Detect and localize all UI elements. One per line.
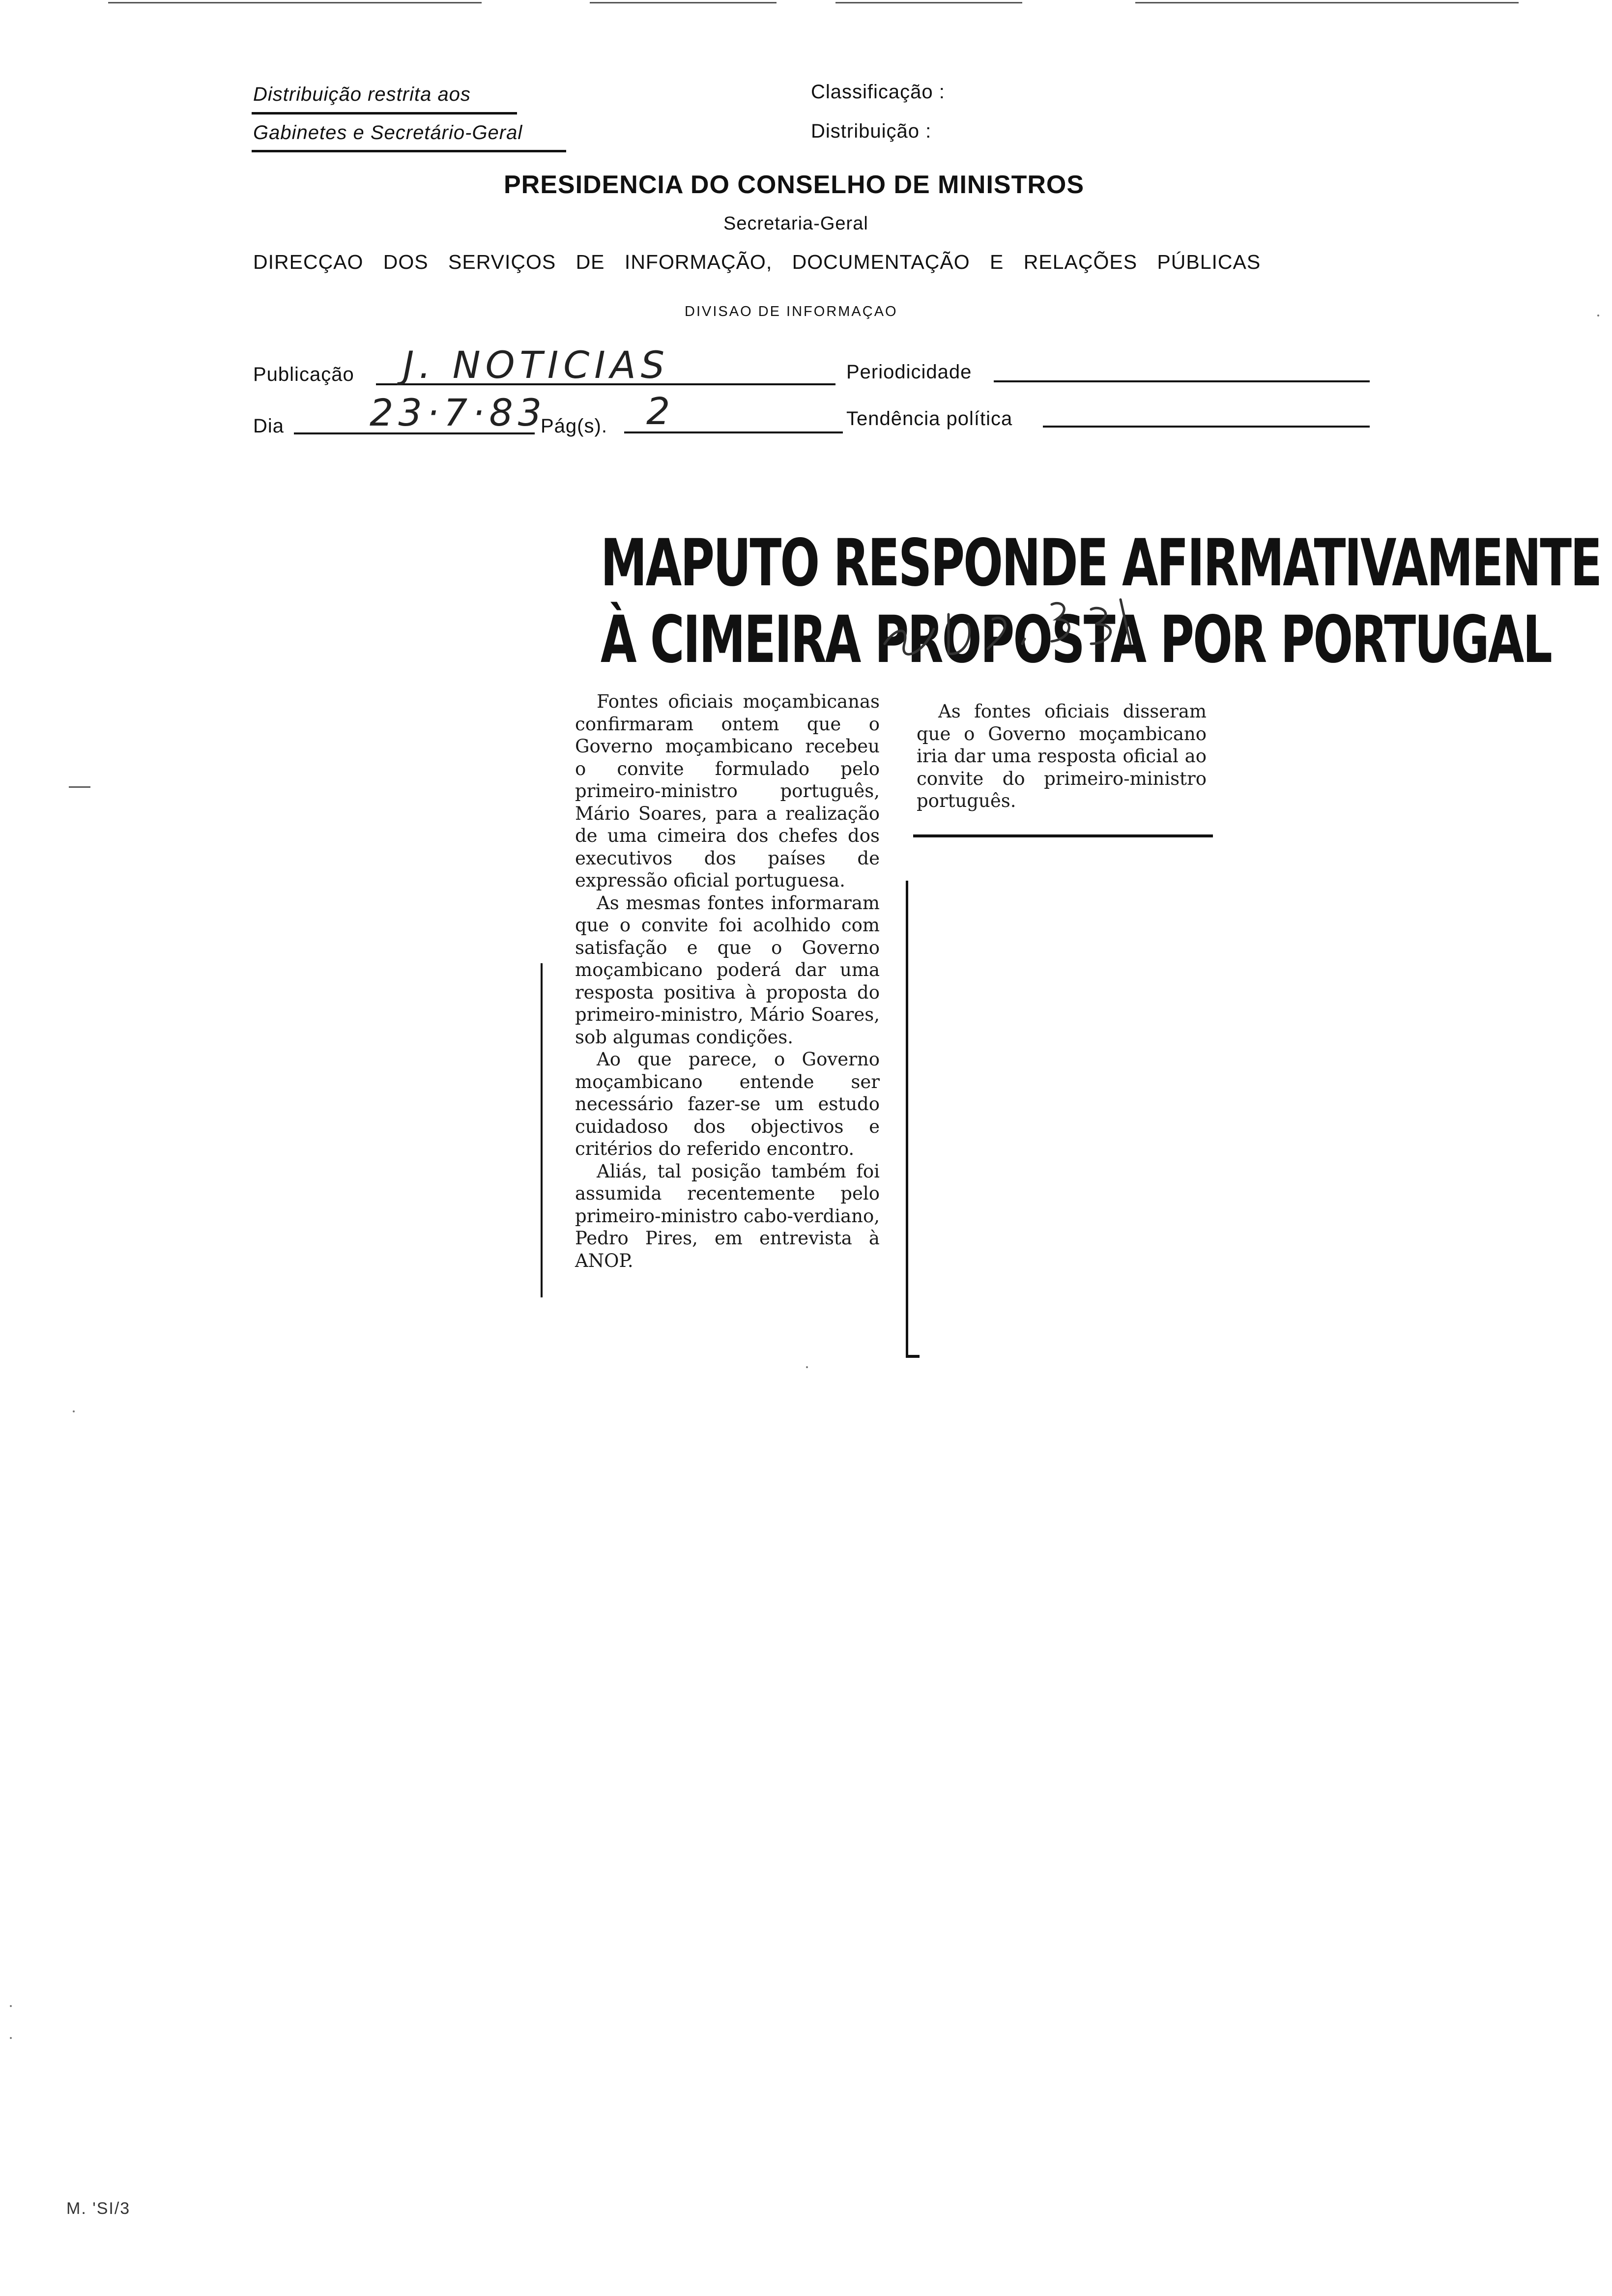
article-paragraph: As fontes oficiais disseram que o Governo moçambicano iria dar uma resposta oficial ao convite do primeiro-ministro português. [917,701,1207,811]
office-title: PRESIDENCIA DO CONSELHO DE MINISTROS [504,171,1085,199]
tendency-line [1043,426,1370,428]
publication-label: Publicação [253,364,354,385]
directorate-title: DIRECÇAO DOS SERVIÇOS DE INFORMAÇÃO, DOCUMENTAÇÃO E RELAÇÕES PÚBLICAS [253,251,1261,273]
distribution-restriction-line1: Distribuição restrita aos [253,84,471,105]
distribution-underline [252,150,566,152]
clipping-left-edge [541,963,543,1297]
distribution-label: Distribuição : [811,120,932,142]
scan-speck [73,1410,75,1412]
pages-label: Pág(s). [541,415,607,437]
article-headline-line1: MAPUTO RESPONDE AFIRMATIVAMENTE [601,525,1601,601]
distribution-underline [252,112,517,115]
scan-artifact-line [1135,2,1519,3]
column-end-rule [913,834,1213,837]
periodicity-label: Periodicidade [846,361,972,383]
margin-mark [69,786,90,788]
column-separator-foot [906,1355,920,1358]
article-paragraph: Fontes oficiais moçambicanas confirmaram ontem que o Governo moçambicano recebeu o convite formulado pelo primeiro-ministro português, Mário Soares, para a realização de uma cimeira dos chefes dos executivos dos países de expressão oficial portuguesa. [575,691,880,891]
division-title: DIVISAO DE INFORMAÇAO [685,304,898,319]
publication-value: J. NOTICIAS [403,343,669,387]
scan-speck [1597,315,1599,316]
scan-speck [10,2005,12,2007]
scan-speck [10,2037,12,2039]
column-separator-rule [906,881,908,1357]
scan-artifact-line [590,2,777,3]
distribution-restriction-line2: Gabinetes e Secretário-Geral [253,122,523,144]
pages-value: 2 [646,389,675,433]
scan-speck [806,1366,808,1368]
article-paragraph: Ao que parece, o Governo moçambicano entende ser necessário fazer-se um estudo cuidadoso dos objectivos e critérios do referido encontro. [575,1049,880,1159]
article-column-1 [575,690,880,1272]
article-column-2 [917,700,1207,812]
periodicity-line [994,380,1370,382]
article-paragraph: As mesmas fontes informaram que o convite foi acolhido com satisfação e que o Governo moçambicano poderá dar uma resposta positiva à proposta do primeiro-ministro, Mário Soares, sob algumas condições. [575,892,880,1048]
scan-artifact-line [835,2,1022,3]
handwritten-date-annotation [875,570,1150,668]
day-value: 23·7·83 [370,391,547,434]
scan-artifact-line [108,2,482,3]
secretariat-title: Secretaria-Geral [723,213,868,234]
article-headline-line2: À CIMEIRA PROPOSTA POR PORTUGAL [601,602,1551,678]
classification-label: Classificação : [811,81,945,103]
form-code: M. 'SI/3 [66,2199,131,2218]
day-label: Dia [253,415,285,437]
article-paragraph: Aliás, tal posição também foi assumida recentemente pelo primeiro-ministro cabo-verdiano, Pedro Pires, em entrevista à ANOP. [575,1160,880,1271]
tendency-label: Tendência política [846,408,1013,430]
